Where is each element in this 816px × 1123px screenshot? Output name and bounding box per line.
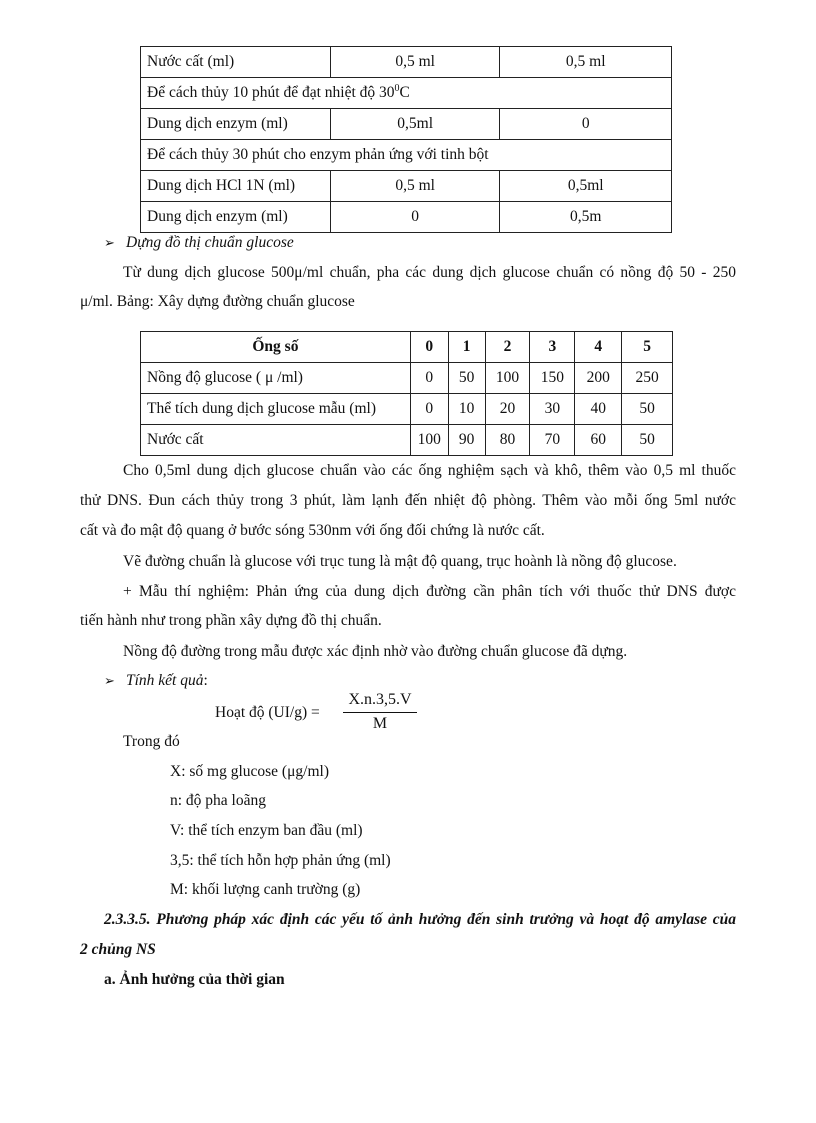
table-cell: 30 xyxy=(530,394,575,425)
table-cell: 60 xyxy=(575,425,622,456)
paragraph-line: Vẽ đường chuẩn là glucose với trục tung là mật độ quang, trục hoành là nồng độ glucose. xyxy=(123,553,677,570)
table-span-cell xyxy=(141,140,672,171)
table-cell: 0 xyxy=(410,363,448,394)
arrow-bullet-icon: ➢ xyxy=(104,673,115,688)
table-row xyxy=(141,171,672,202)
table-cell: 80 xyxy=(485,425,530,456)
section-heading-2335: 2.3.3.5. Phương pháp xác định các yếu tố ảnh hưởng đến sinh trưởng và hoạt độ amylase của xyxy=(104,911,736,928)
heading-colon: : xyxy=(203,672,208,689)
table-cell: Thể tích dung dịch glucose mẫu (ml) xyxy=(141,394,411,425)
table-cell: Nước cất (ml) xyxy=(141,47,331,78)
table-cell: 90 xyxy=(448,425,485,456)
table-cell: Nồng độ glucose ( μ /ml) xyxy=(141,363,411,394)
formula-fraction xyxy=(343,690,417,735)
table-cell: 50 xyxy=(622,425,673,456)
table-row xyxy=(141,425,673,456)
glucose-standard-heading xyxy=(104,233,294,253)
table-cell: 0,5 ml xyxy=(330,47,500,78)
table-cell: 70 xyxy=(530,425,575,456)
definition-item: 3,5: thể tích hỗn hợp phản ứng (ml) xyxy=(170,852,391,869)
table-cell: 10 xyxy=(448,394,485,425)
paragraph-line: Nồng độ đường trong mẫu được xác định nhờ vào đường chuẩn glucose đã dựng. xyxy=(123,643,628,660)
where-label: Trong đó xyxy=(123,733,180,750)
table-cell: Dung dịch enzym (ml) xyxy=(141,202,331,233)
definition-item: M: khối lượng canh trường (g) xyxy=(170,881,361,898)
table-cell: 0 xyxy=(500,109,672,140)
table-row xyxy=(141,363,673,394)
table-cell: 0 xyxy=(410,394,448,425)
table-cell: 100 xyxy=(410,425,448,456)
table-cell: 100 xyxy=(485,363,530,394)
span-text: Để cách thủy 10 phút để đạt nhiệt độ 30 xyxy=(147,84,395,101)
heading-text: Dựng đồ thị chuẩn glucose xyxy=(126,234,294,251)
table-cell: 0,5m xyxy=(500,202,672,233)
span-text: Để cách thủy 30 phút cho enzym phản ứng với tinh bột xyxy=(147,146,489,163)
table-row xyxy=(141,394,673,425)
table-cell: 150 xyxy=(530,363,575,394)
arrow-bullet-icon: ➢ xyxy=(104,235,115,250)
table-cell: 0,5 ml xyxy=(500,47,672,78)
formula-denominator: M xyxy=(372,715,388,732)
table-cell: Dung dịch HCl 1N (ml) xyxy=(141,171,331,202)
definition-item: n: độ pha loãng xyxy=(170,792,266,809)
table-cell: 0,5ml xyxy=(330,109,500,140)
paragraph-line: thử DNS. Đun cách thủy trong 3 phút, làm lạnh đến nhiệt độ phòng. Thêm vào mỗi ống 5ml nước xyxy=(80,492,736,509)
table-cell: 200 xyxy=(575,363,622,394)
section-heading-2335-cont: 2 chủng NS xyxy=(80,941,156,958)
table-cell: 0 xyxy=(330,202,500,233)
paragraph-line: + Mẫu thí nghiệm: Phản ứng của dung dịch đường cần phân tích với thuốc thử DNS được xyxy=(123,583,736,600)
table-row xyxy=(141,109,672,140)
table-cell: 0,5 ml xyxy=(330,171,500,202)
table-cell: 50 xyxy=(448,363,485,394)
table-header-cell: 3 xyxy=(530,332,575,363)
table-row xyxy=(141,202,672,233)
subsection-heading-a: a. Ảnh hưởng của thời gian xyxy=(104,971,285,988)
superscript: 0 xyxy=(394,82,400,94)
formula-numerator: X.n.3,5.V xyxy=(343,690,417,713)
table-row xyxy=(141,47,672,78)
table-cell: 50 xyxy=(622,394,673,425)
table-cell: Dung dịch enzym (ml) xyxy=(141,109,331,140)
paragraph-line: Cho 0,5ml dung dịch glucose chuẩn vào các ống nghiệm sạch và khô, thêm vào 0,5 ml thuốc xyxy=(123,462,736,479)
table-cell: 20 xyxy=(485,394,530,425)
definition-item: V: thể tích enzym ban đầu (ml) xyxy=(170,822,363,839)
table-header-cell: 5 xyxy=(622,332,673,363)
table-header-cell: Ống số xyxy=(141,332,411,363)
table-cell: Nước cất xyxy=(141,425,411,456)
span-text-post: C xyxy=(399,84,410,101)
paragraph-line: tiến hành như trong phần xây dựng đồ thị chuẩn. xyxy=(80,612,382,629)
table-header-cell: 1 xyxy=(448,332,485,363)
table-cell: 250 xyxy=(622,363,673,394)
paragraph-line: Từ dung dịch glucose 500μ/ml chuẩn, pha các dung dịch glucose chuẩn có nồng độ 50 - 250 xyxy=(123,264,736,281)
procedure-table xyxy=(140,46,672,233)
table-header-cell: 4 xyxy=(575,332,622,363)
paragraph-line: μ/ml. Bảng: Xây dựng đường chuẩn glucose xyxy=(80,293,355,310)
table-header-row xyxy=(141,332,673,363)
formula-label: Hoạt độ (UI/g) = xyxy=(215,704,320,721)
definition-item: X: số mg glucose (μg/ml) xyxy=(170,763,329,780)
table-header-cell: 0 xyxy=(410,332,448,363)
table-cell: 0,5ml xyxy=(500,171,672,202)
glucose-standard-table xyxy=(140,331,673,456)
heading-text: Tính kết quả xyxy=(126,672,204,689)
result-heading xyxy=(104,671,208,691)
table-header-cell: 2 xyxy=(485,332,530,363)
table-cell: 40 xyxy=(575,394,622,425)
table-row xyxy=(141,78,672,109)
table-span-cell xyxy=(141,78,672,109)
table-row xyxy=(141,140,672,171)
paragraph-line: cất và đo mật độ quang ở bước sóng 530nm với ống đối chứng là nước cất. xyxy=(80,522,545,539)
